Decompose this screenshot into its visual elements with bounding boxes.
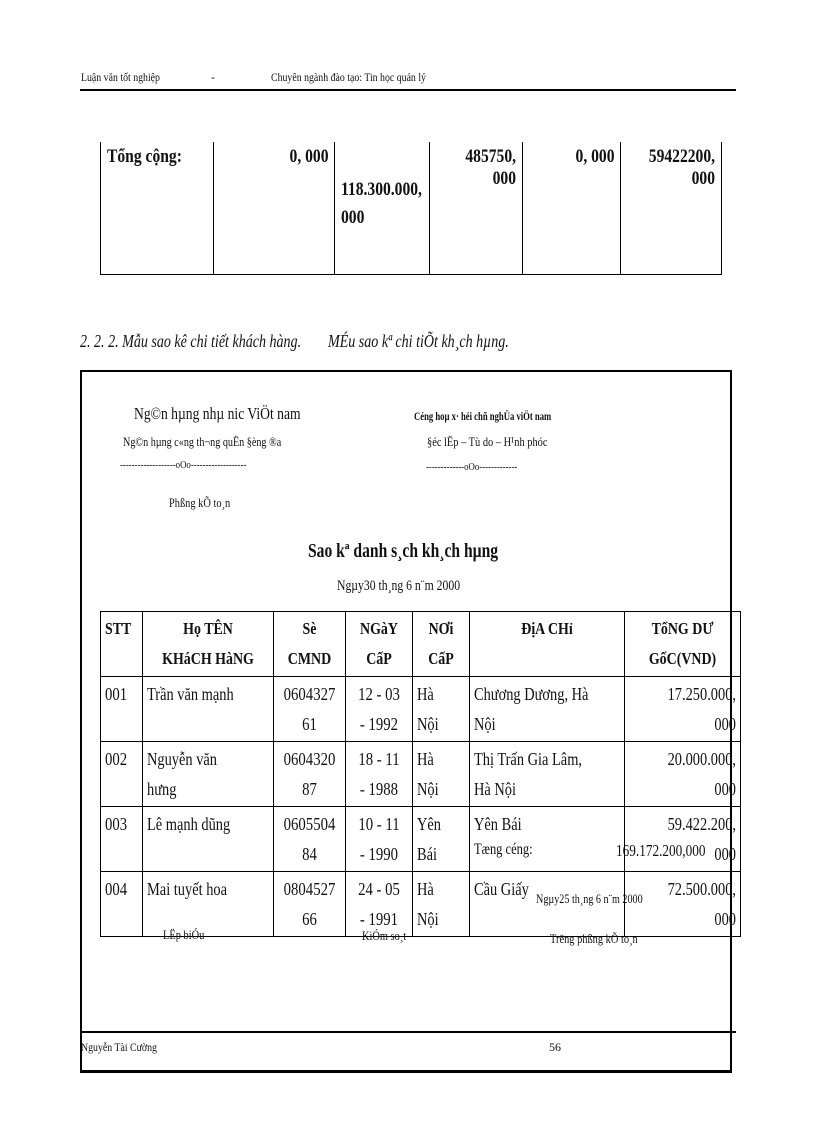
table-header-row xyxy=(101,612,741,677)
col-header-address: ĐịA CHỉ xyxy=(470,612,625,677)
cell-id: 0605504 84 xyxy=(274,807,346,872)
cell-id: 0604327 61 xyxy=(274,677,346,742)
cell-name: Nguyễn văn hưng xyxy=(143,742,274,807)
total-table xyxy=(100,142,722,275)
overlay-sign-date: Ngµy25 th¸ng 6 n¨m 2000 xyxy=(536,891,643,906)
cell-address: Yên Bái xyxy=(470,807,625,872)
col-header-id: Sè CMND xyxy=(274,612,346,677)
table-row xyxy=(101,742,741,807)
footer-page-number: 56 xyxy=(549,1040,561,1054)
signature-head-label: Trëng phßng kÕ to¸n xyxy=(550,931,638,946)
cell-id: 0804527 66 xyxy=(274,872,346,937)
cell-balance: 72.500.000, 000 xyxy=(625,872,741,937)
table-row xyxy=(101,807,741,872)
cell-balance: 17.250.000, 000 xyxy=(625,677,741,742)
bank-name: Ng©n hµng nhµ nic ViÖt nam xyxy=(134,404,301,423)
cell-name: Lê mạnh dũng xyxy=(143,807,274,872)
total-cell-4: 0, 000 xyxy=(523,142,621,275)
cell-balance: 20.000.000, 000 xyxy=(625,742,741,807)
bank-separator: -------------------oOo------------------- xyxy=(120,459,247,471)
col-header-stt: STT xyxy=(101,612,143,677)
cell-stt: 001 xyxy=(101,677,143,742)
col-header-issue-date: NGàY CấP xyxy=(346,612,413,677)
cell-issue-place: Hà Nội xyxy=(413,872,470,937)
total-row xyxy=(101,142,722,275)
total-cell-1: 0, 000 xyxy=(214,142,335,275)
total-cell-3: 485750, 000 xyxy=(430,142,523,275)
statement-title: Sao kª danh s¸ch kh¸ch hµng xyxy=(308,540,499,562)
footer-rule xyxy=(80,1031,736,1033)
header-thesis-label: Luận văn tốt nghiệp xyxy=(81,70,160,84)
section-heading-garbled: MÉu sao kª chi tiÕt kh¸ch hµng. xyxy=(328,331,509,351)
col-header-issue-place: NƠi CấP xyxy=(413,612,470,677)
cell-issue-date: 18 - 11 - 1988 xyxy=(346,742,413,807)
cell-issue-place: Yên Bái xyxy=(413,807,470,872)
header-major-label: Chuyên ngành đào tạo: Tin học quản lý xyxy=(271,70,426,84)
cell-issue-place: Hà Nội xyxy=(413,742,470,807)
section-heading: 2. 2. 2. Mẫu sao kê chi tiết khách hàng. xyxy=(80,331,302,351)
col-header-balance: TổNG DƯ GốC(VND) xyxy=(625,612,741,677)
col-header-name: Họ TÊN KHáCH HàNG xyxy=(143,612,274,677)
overlay-total-label: Tæng céng: xyxy=(474,841,533,858)
table-row xyxy=(101,677,741,742)
cell-name: Mai tuyết hoa xyxy=(143,872,274,937)
total-label: Tổng cộng: xyxy=(101,142,214,275)
cell-address: Chương Dương, Hà Nội xyxy=(470,677,625,742)
overlay-total-value: 169.172.200,000 xyxy=(616,841,706,860)
cell-issue-date: 24 - 05 - 1991 xyxy=(346,872,413,937)
department-label: Phßng kÕ to¸n xyxy=(169,495,231,510)
cell-stt: 004 xyxy=(101,872,143,937)
header-dash: - xyxy=(211,70,215,84)
cell-id: 0604320 87 xyxy=(274,742,346,807)
cell-address: Thị Trấn Gia Lâm, Hà Nội xyxy=(470,742,625,807)
motto-separator: -------------oOo------------- xyxy=(426,461,518,473)
cell-balance: 59.422.200, 000 xyxy=(625,807,741,872)
total-cell-5: 59422200, 000 xyxy=(621,142,722,275)
statement-date: Ngµy30 th¸ng 6 n¨m 2000 xyxy=(337,578,461,594)
bank-branch: Ng©n hµng c«ng th¬ng quËn §èng ®a xyxy=(123,434,282,449)
republic-title: Céng hoµ x· héi chñ nghÜa viÖt nam xyxy=(414,409,552,423)
signature-checker-label: KiÓm so¸t xyxy=(362,928,407,943)
cell-stt: 002 xyxy=(101,742,143,807)
national-motto: §éc lËp – Tù do – H¹nh phóc xyxy=(427,434,548,449)
cell-issue-date: 12 - 03 - 1992 xyxy=(346,677,413,742)
cell-address: Cầu Giấy xyxy=(470,872,625,937)
cell-name: Trần văn mạnh xyxy=(143,677,274,742)
signature-maker-label: LËp biÓu xyxy=(163,927,205,942)
header-rule xyxy=(80,89,736,91)
customer-table xyxy=(100,611,741,937)
cell-stt: 003 xyxy=(101,807,143,872)
cell-issue-date: 10 - 11 - 1990 xyxy=(346,807,413,872)
cell-issue-place: Hà Nội xyxy=(413,677,470,742)
total-cell-2: 118.300.000, 000 xyxy=(335,142,430,275)
footer-author: Nguyễn Tài Cường xyxy=(81,1040,157,1054)
